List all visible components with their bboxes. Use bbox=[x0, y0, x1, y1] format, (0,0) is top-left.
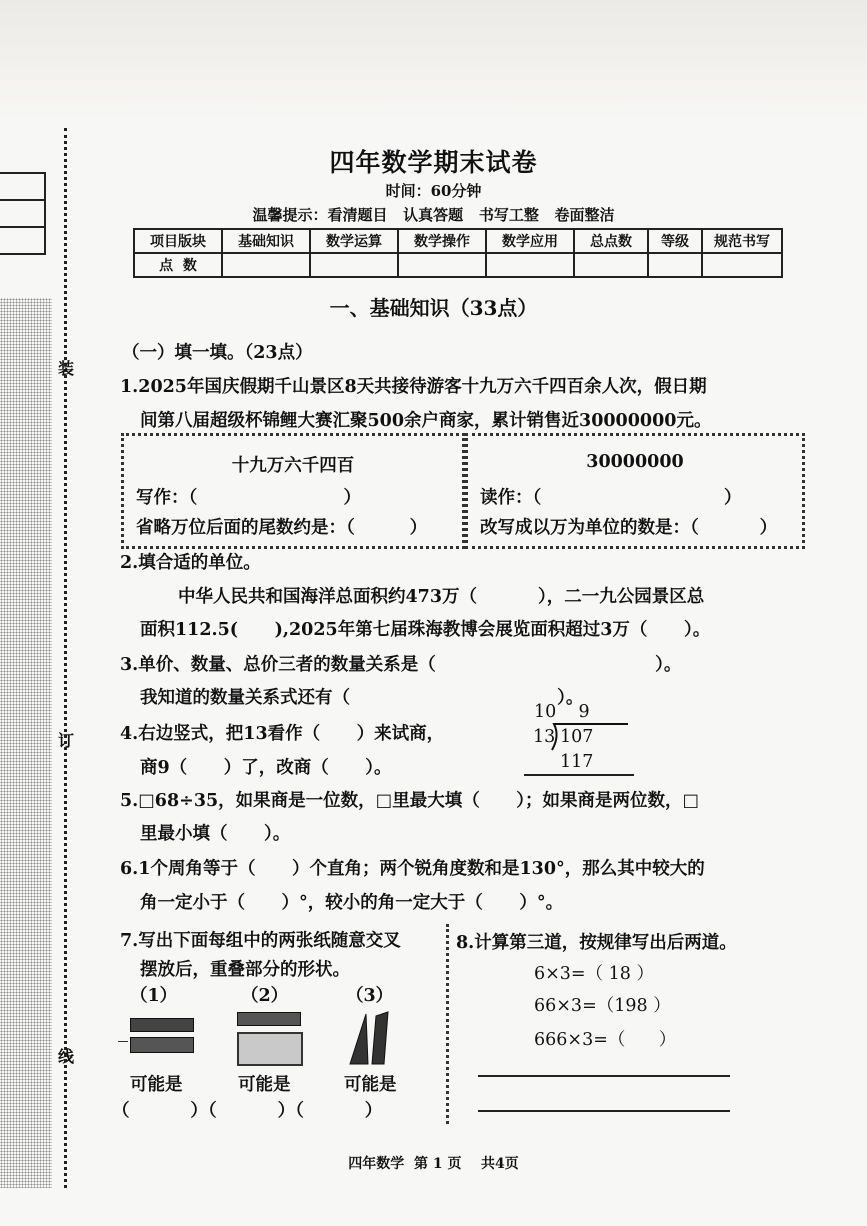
score-table bbox=[133, 228, 783, 278]
score-header-cell: 基础知识 bbox=[222, 229, 310, 253]
binding-hatch bbox=[0, 298, 52, 1188]
page-title: 四年数学期末试卷 bbox=[329, 148, 538, 177]
score-cell[interactable] bbox=[222, 253, 310, 277]
division-quotient: 10 9 bbox=[534, 702, 590, 722]
score-header-cell: 等级 bbox=[648, 229, 702, 253]
paper-strip-1b bbox=[130, 1037, 194, 1053]
q6-line2[interactable]: 角一定小于（ ）°，较小的角一定大于（ ）°。 bbox=[140, 893, 564, 913]
q4-line2[interactable]: 商9（ ）了，改商（ ）。 bbox=[140, 758, 392, 778]
score-header-cell: 数学应用 bbox=[486, 229, 574, 253]
score-value-row bbox=[134, 253, 782, 277]
q2-title: 2.填合适的单位。 bbox=[120, 553, 261, 573]
q7-label-3: （3） bbox=[346, 986, 394, 1006]
q7-label-1: （1） bbox=[130, 986, 178, 1006]
q7-line2: 摆放后，重叠部分的形状。 bbox=[140, 960, 350, 980]
q5-line1[interactable]: 5.□68÷35，如果商是一位数，□里最大填（ ）；如果商是两位数，□ bbox=[120, 791, 700, 811]
q6-line1[interactable]: 6.1个周角等于（ ）个直角；两个锐角度数和是130°，那么其中较大的 bbox=[120, 859, 705, 879]
division-rule bbox=[524, 774, 634, 776]
q8-answer-line-2[interactable] bbox=[478, 1110, 730, 1112]
division-divisor: 13 bbox=[533, 727, 556, 747]
binding-char-ding: 订 bbox=[58, 731, 75, 750]
q7-line1: 7.写出下面每组中的两张纸随意交叉 bbox=[120, 931, 401, 951]
score-header-cell: 数学操作 bbox=[398, 229, 486, 253]
score-row-label: 点 数 bbox=[134, 253, 222, 277]
paper-strip-1a bbox=[130, 1018, 194, 1032]
paper-triangles-3 bbox=[344, 1010, 404, 1066]
page-footer: 四年数学 第 1 页 共4页 bbox=[348, 1156, 519, 1172]
q1-line2: 间第八届超级杯锦鲤大赛汇聚500余户商家，累计销售近30000000元。 bbox=[140, 411, 712, 431]
score-header-row bbox=[134, 229, 782, 253]
q1-read-blank[interactable]: 读作：（ ） bbox=[480, 488, 742, 508]
score-header-cell: 规范书写 bbox=[702, 229, 782, 253]
section-title: 一、基础知识（33点） bbox=[329, 296, 538, 320]
score-cell[interactable] bbox=[486, 253, 574, 277]
binding-char-zhuang: 装 bbox=[58, 359, 75, 378]
score-cell[interactable] bbox=[648, 253, 702, 277]
paper-rect-2b bbox=[237, 1032, 303, 1066]
exam-time: 时间：60分钟 bbox=[385, 182, 482, 200]
binding-char-xian: 线 bbox=[58, 1047, 75, 1066]
division-dividend: 107 bbox=[560, 727, 594, 747]
q1-left-box bbox=[121, 433, 465, 549]
q1-write-blank[interactable]: 写作：（ ） bbox=[136, 488, 361, 508]
q8-line-3[interactable]: 666×3=（ ） bbox=[534, 1030, 677, 1050]
q7-maybe-3: 可能是 bbox=[344, 1075, 397, 1095]
division-product: 117 bbox=[560, 752, 594, 772]
exam-tips: 温馨提示：看清题目 认真答题 书写工整 卷面整洁 bbox=[252, 206, 615, 224]
q3-line1[interactable]: 3.单价、数量、总价三者的数量关系是（ ）。 bbox=[120, 655, 682, 675]
q7-q8-divider bbox=[446, 924, 449, 1124]
q8-line-2: 66×3=（198 ） bbox=[534, 996, 671, 1016]
q1-right-number: 30000000 bbox=[586, 452, 684, 472]
paper-strip-2a bbox=[237, 1012, 301, 1026]
q4-line1[interactable]: 4.右边竖式，把13看作（ ）来试商， bbox=[120, 724, 445, 744]
q8-line-1: 6×3=（ 18 ） bbox=[534, 964, 654, 984]
q1-omit-blank[interactable]: 省略万位后面的尾数约是：（ ） bbox=[136, 518, 428, 538]
binding-dotted-line bbox=[64, 128, 67, 1188]
score-header-cell: 总点数 bbox=[574, 229, 648, 253]
score-cell[interactable] bbox=[398, 253, 486, 277]
long-division bbox=[528, 702, 638, 782]
q7-maybe-2: 可能是 bbox=[238, 1075, 291, 1095]
score-header-cell: 项目版块 bbox=[134, 229, 222, 253]
q1-left-number: 十九万六千四百 bbox=[231, 456, 355, 476]
q1-line1: 1.2025年国庆假期千山景区8天共接待游客十九万六千四百余人次，假日期 bbox=[120, 377, 707, 397]
score-cell[interactable] bbox=[310, 253, 398, 277]
name-box bbox=[0, 226, 46, 255]
score-cell[interactable] bbox=[702, 253, 782, 277]
scan-shade bbox=[0, 0, 867, 120]
q1-right-box bbox=[465, 433, 805, 549]
q7-answer-blanks[interactable]: （ ）（ ）（ ） bbox=[112, 1101, 383, 1121]
q7-maybe-1: 可能是 bbox=[130, 1075, 183, 1095]
q7-label-2: （2） bbox=[241, 986, 289, 1006]
score-header-cell: 数学运算 bbox=[310, 229, 398, 253]
paper-mark bbox=[118, 1041, 128, 1042]
score-cell[interactable] bbox=[574, 253, 648, 277]
q1-rewrite-blank[interactable]: 改写成以万为单位的数是：（ ） bbox=[480, 518, 778, 538]
q5-line2[interactable]: 里最小填（ ）。 bbox=[140, 824, 291, 844]
q8-answer-line-1[interactable] bbox=[478, 1075, 730, 1077]
q2-line2[interactable]: 面积112.5( ),2025年第七届珠海教博会展览面积超过3万（ ）。 bbox=[140, 620, 711, 640]
q8-title: 8.计算第三道，按规律写出后两道。 bbox=[456, 933, 737, 953]
q3-line2[interactable]: 我知道的数量关系式还有（ ）。 bbox=[140, 688, 584, 708]
part-title: （一）填一填。（23点） bbox=[122, 343, 313, 363]
q2-line1[interactable]: 中华人民共和国海洋总面积约473万（ ），二一九公园景区总 bbox=[178, 587, 705, 607]
